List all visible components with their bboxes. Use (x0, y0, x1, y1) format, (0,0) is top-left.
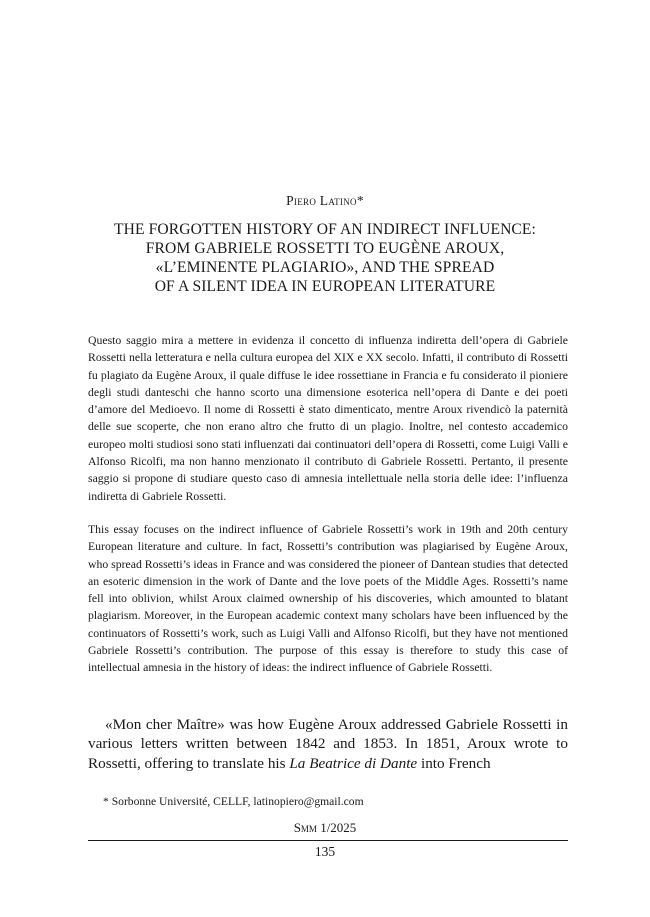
body-paragraph (88, 715, 568, 773)
author-name: Piero Latino* (286, 193, 364, 208)
body-text-start: «Mon cher Maître» was how Eugène Aroux addressed Gabriele Rossetti in various letters written between 1842 and 1853. In 1851, Aroux wrote to Rossetti, offering to translate his (88, 716, 568, 772)
title-line: FROM GABRIELE ROSSETTI TO EUGÈNE AROUX, (145, 240, 505, 257)
article-title (60, 220, 590, 296)
title-line: «L’EMINENTE PLAGIARIO», AND THE SPREAD (155, 259, 495, 276)
abstract-english: This essay focuses on the indirect influence of Gabriele Rossetti’s work in 19th and 20th century European literature and culture. In fact, Rossetti’s contribution was plagiarised by Eugène Aroux, who spread Rossetti’s ideas in France and was considered the pioneer of Dantean studies that detected an esoteric dimension in the work of Dante and the love poets of the Middle Ages. Rossetti’s name fell into oblivion, whilst Aroux claimed ownership of his discoveries, which amounted to blatant plagiarism. Moreover, in the European academic context many scholars have been influenced by the continuators of Rossetti’s work, such as Luigi Valli and Alfonso Ricolfi, but they have not mentioned Gabriele Rossetti’s contribution. The purpose of this essay is therefore to study this case of intellectual amnesia in the history of ideas: the indirect influence of Gabriele Rossetti. (88, 523, 568, 675)
title-line: THE FORGOTTEN HISTORY OF AN INDIRECT INFLUENCE: (114, 221, 536, 238)
divider (88, 840, 568, 841)
abstract-italian: Questo saggio mira a mettere in evidenza il concetto di influenza indiretta dell’opera di Gabriele Rossetti nella letteratura e nella cultura europea del XIX e XX secolo. Infatti, il contributo di Rossetti fu plagiato da Eugène Aroux, il quale diffuse le idee rossettiane in Francia e fu considerato il pioniere degli studi danteschi che hanno scorto una dimensione esoterica nell’opera di Dante e dei poeti d’amore del Medioevo. Il nome di Rossetti è stato dimenticato, mentre Aroux rivendicò la paternità delle sue scoperte, che non erano altro che frutto di un plagio. Inoltre, nel contesto accademico europeo molti studiosi sono stati influenzati dai continuatori dell’opera di Rossetti, come Luigi Valli e Alfonso Ricolfi, ma non hanno menzionato il contributo di Gabriele Rossetti. Pertanto, il presente saggio si propone di studiare questo caso di amnesia intellettuale nella storia delle idee: l’influenza indiretta di Gabriele Rossetti. (88, 334, 568, 503)
body-text-end: into French (417, 754, 491, 772)
page-number: 135 (314, 844, 336, 859)
journal-reference (0, 820, 650, 836)
journal-name: Smm (293, 820, 317, 835)
title-line: OF A SILENT IDEA IN EUROPEAN LITERATURE (154, 278, 496, 295)
footnote: * Sorbonne Université, CELLF, latinopiero@gmail.com (103, 795, 364, 808)
book-title: La Beatrice di Dante (289, 754, 418, 772)
journal-issue: 1/2025 (320, 820, 357, 835)
